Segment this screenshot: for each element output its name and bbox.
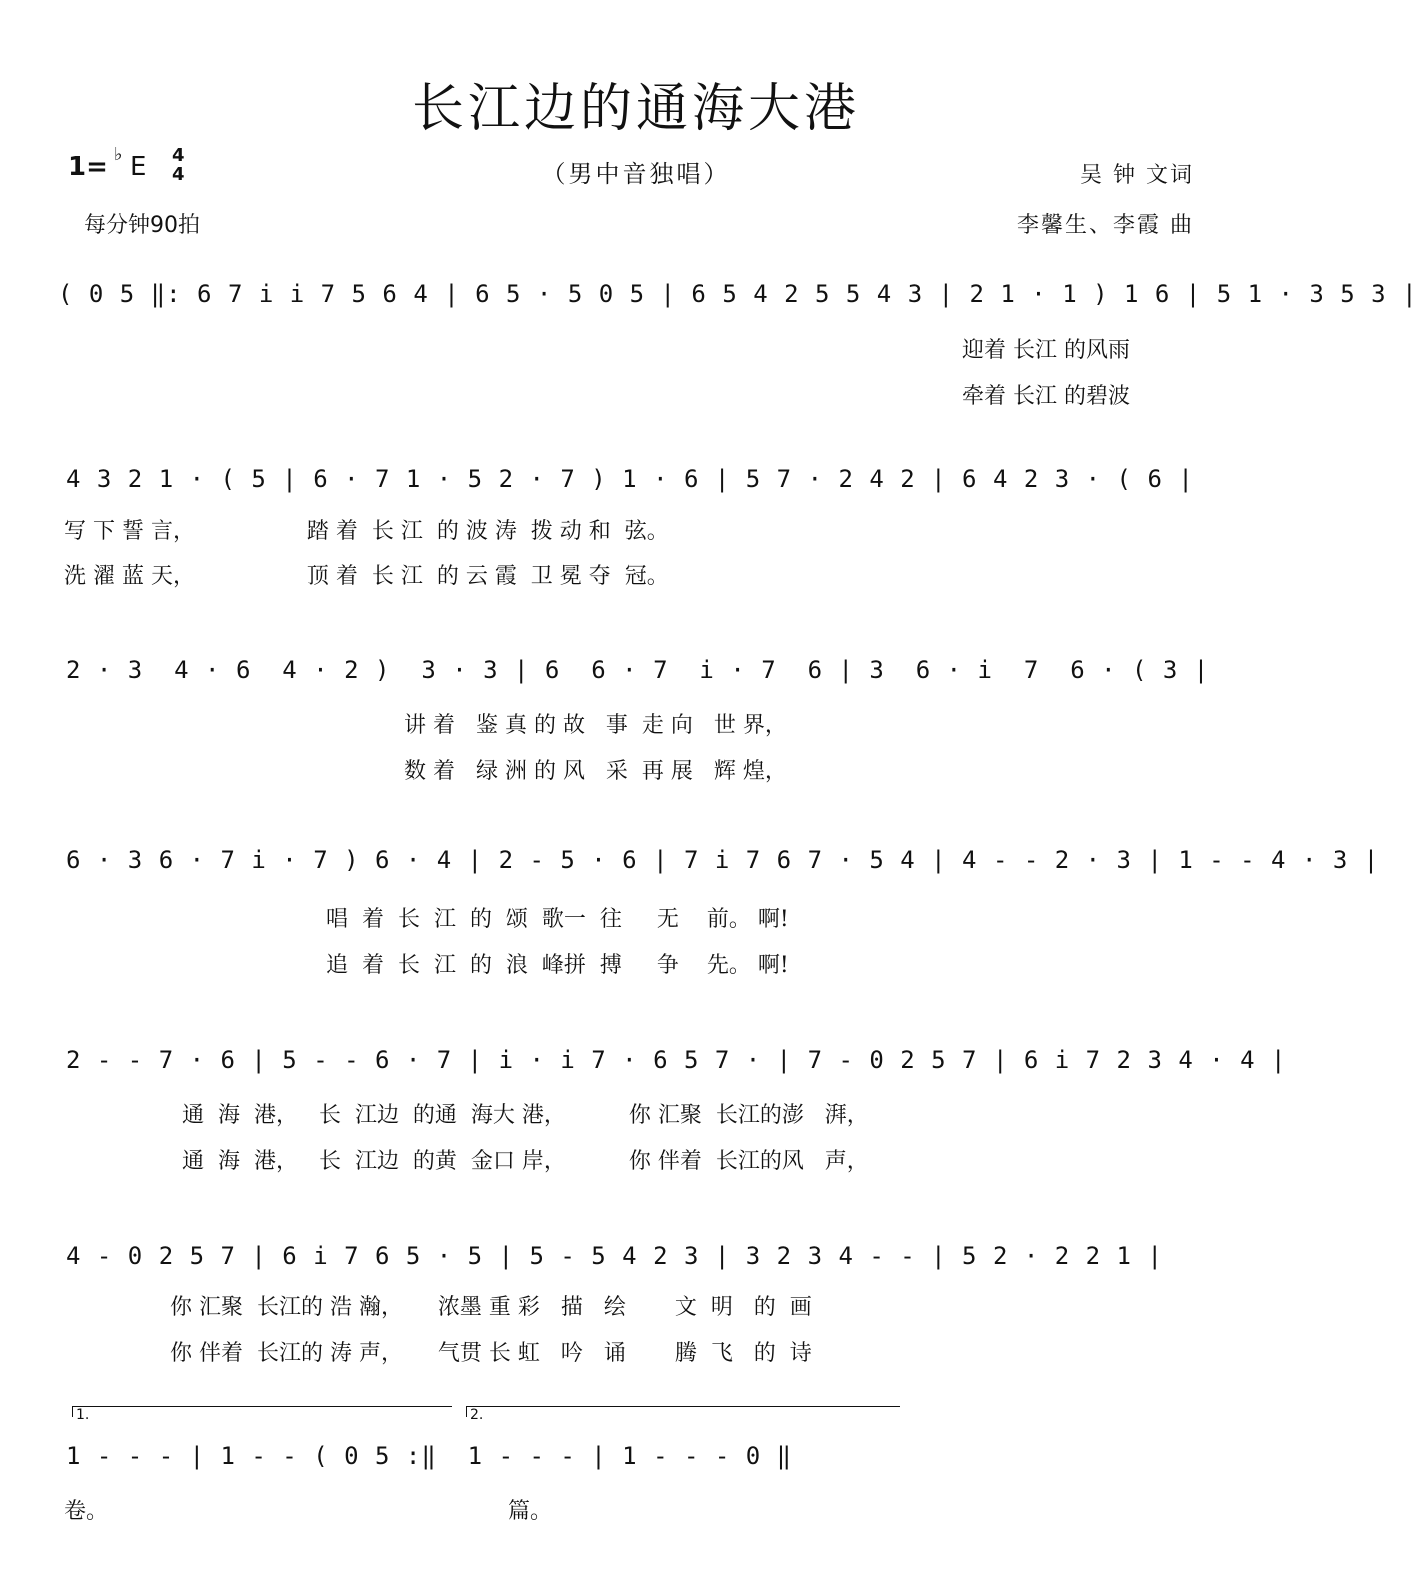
flat-sign: ♭ — [114, 144, 123, 165]
lyricist-credit: 吴 钟 文词 — [1080, 163, 1194, 188]
key-note: E — [130, 152, 147, 182]
lyric-line-4-verse-1: 唱 着 长 江 的 颂 歌一 往 无 前。 啊! — [326, 907, 789, 932]
lyric-line-5-verse-1: 通 海 港， 长 江边 的通 海大 港， 你 汇聚 长江的澎 湃， — [182, 1103, 869, 1128]
score-title: 长江边的通海大港 — [411, 79, 860, 139]
lyric-line-4-verse-2: 追 着 长 江 的 浪 峰拼 搏 争 先。 啊! — [326, 953, 789, 978]
time-bottom: 4 — [172, 164, 185, 185]
lyric-line-7-second-ending: 篇。 — [508, 1499, 553, 1524]
first-ending-label: 1. — [76, 1407, 90, 1423]
music-line-7: 1 - - - | 1 - - ( 0 5 :‖ 1 - - - | 1 - - - 0 ‖ — [66, 1442, 793, 1470]
lyric-line-7-first-ending: 卷。 — [64, 1499, 109, 1524]
lyric-line-1-verse-1: 迎着 长江 的风雨 — [962, 338, 1130, 363]
music-line-5: 2 - - 7 · 6 | 5 - - 6 · 7 | i · i 7 · 6 5 7 · | 7 - 0 2 5 7 | 6 i 7 2 3 4 · 4 | — [66, 1046, 1287, 1074]
lyric-line-6-verse-2: 你 伴着 长江的 涛 声， 气贯 长 虹 吟 诵 腾 飞 的 诗 — [170, 1341, 812, 1366]
music-line-4: 6 · 3 6 · 7 i · 7 ) 6 · 4 | 2 - 5 · 6 | 7 i 7 6 7 · 5 4 | 4 - - 2 · 3 | 1 - - 4 · 3 | — [66, 846, 1380, 874]
first-ending-bracket — [72, 1406, 452, 1423]
time-top: 4 — [172, 145, 185, 166]
composer-credit: 李馨生、李霞 曲 — [1017, 213, 1194, 238]
second-ending-bracket — [466, 1406, 900, 1423]
lyric-line-2-verse-2: 洗 濯 蓝 天， 顶 着 长 江 的 云 霞 卫 冕 夺 冠。 — [64, 564, 669, 589]
key-prefix: 1= — [68, 152, 108, 182]
lyric-line-3-verse-1: 讲 着 鉴 真 的 故 事 走 向 世 界， — [404, 713, 787, 738]
second-ending-label: 2. — [470, 1407, 484, 1423]
music-line-1: ( 0 5 ‖: 6 7 i i 7 5 6 4 | 6 5 · 5 0 5 | 6 5 4 2 5 5 4 3 | 2 1 · 1 ) 1 6 | 5 1 · 3 5 3 | — [58, 280, 1418, 308]
lyric-line-1-verse-2: 牵着 长江 的碧波 — [962, 384, 1130, 409]
music-line-3: 2 · 3 4 · 6 4 · 2 ) 3 · 3 | 6 6 · 7 i · 7 6 | 3 6 · i 7 6 · ( 3 | — [66, 656, 1210, 684]
tempo-marking: 每分钟90拍 — [84, 213, 200, 238]
lyric-line-6-verse-1: 你 汇聚 长江的 浩 瀚， 浓墨 重 彩 描 绘 文 明 的 画 — [170, 1295, 812, 1320]
music-line-2: 4 3 2 1 · ( 5 | 6 · 7 1 · 5 2 · 7 ) 1 · 6 | 5 7 · 2 4 2 | 6 4 2 3 · ( 6 | — [66, 465, 1194, 493]
lyric-line-3-verse-2: 数 着 绿 洲 的 风 采 再 展 辉 煌， — [404, 759, 787, 784]
music-line-6: 4 - 0 2 5 7 | 6 i 7 6 5 · 5 | 5 - 5 4 2 3 | 3 2 3 4 - - | 5 2 · 2 2 1 | — [66, 1242, 1163, 1270]
subtitle: （男中音独唱） — [541, 160, 731, 188]
lyric-line-2-verse-1: 写 下 誓 言， 踏 着 长 江 的 波 涛 拨 动 和 弦。 — [64, 519, 669, 544]
lyric-line-5-verse-2: 通 海 港， 长 江边 的黄 金口 岸， 你 伴着 长江的风 声， — [182, 1149, 869, 1174]
